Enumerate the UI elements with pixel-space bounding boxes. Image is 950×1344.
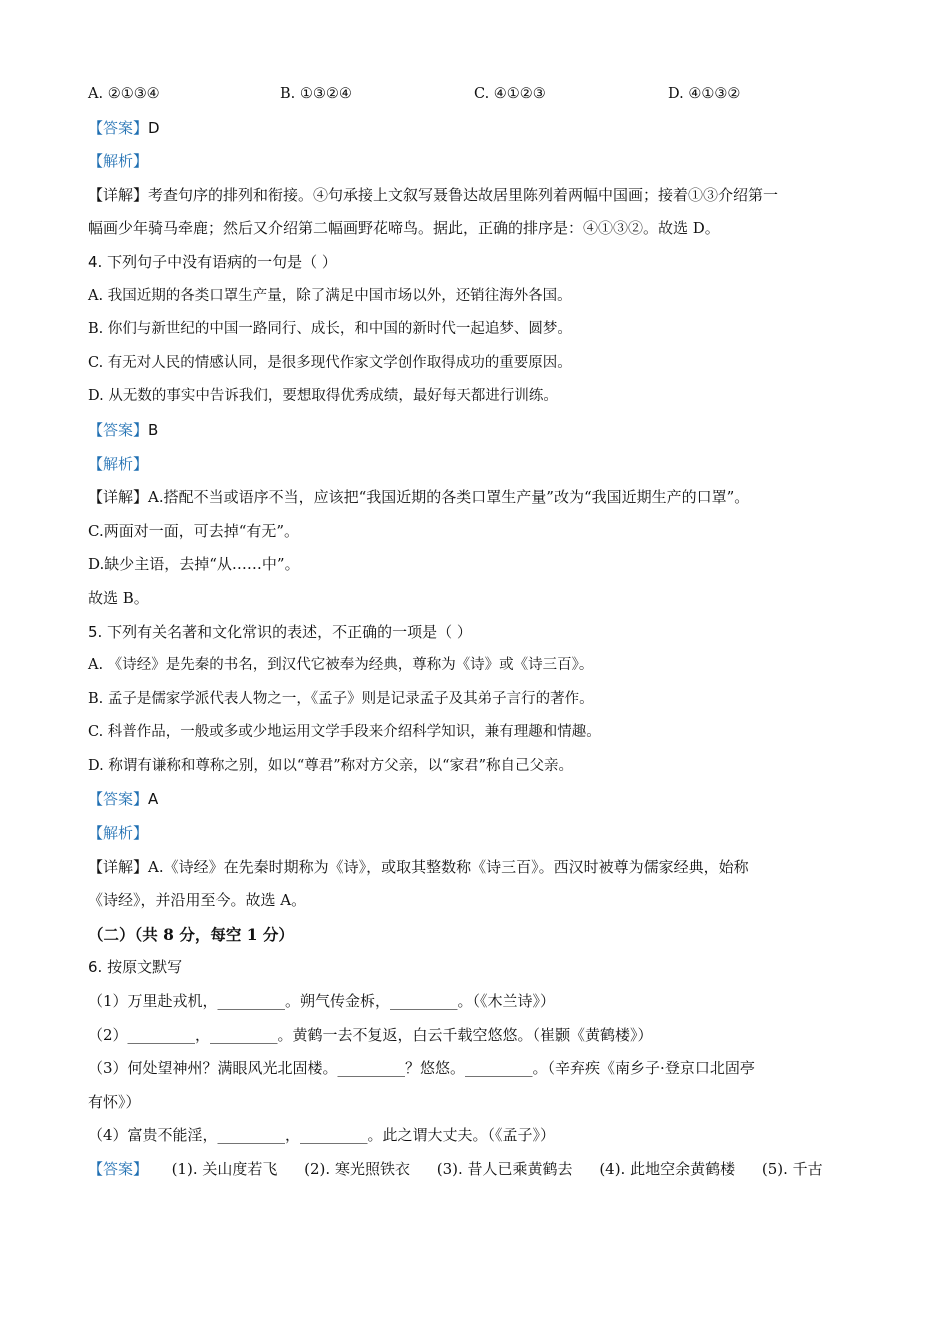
q3-analysis <box>88 145 868 179</box>
q6-stem: 6. 按原文默写 <box>88 958 183 977</box>
q5-stem: 5. 下列有关名著和文化常识的表述，不正确的一项是（ ） <box>88 622 472 641</box>
q4-detail <box>88 481 868 515</box>
document-page <box>88 78 868 1187</box>
analysis-label: 【解析】 <box>88 454 149 473</box>
q4-answer <box>88 414 868 448</box>
answer-label: 【答案】 <box>88 790 149 809</box>
q4-answer-value: B <box>148 420 159 439</box>
q6-answer-5: (5). 千古 <box>761 1160 823 1178</box>
q5-option-d: D. 称谓有谦称和尊称之别，如以“尊君”称对方父亲，以“家君”称自己父亲。 <box>88 757 573 774</box>
q6-answer-3: (3). 昔人已乘黄鹤去 <box>436 1160 573 1178</box>
q3-option-b: B. ①③②④ <box>280 86 352 102</box>
analysis-label: 【解析】 <box>88 824 149 843</box>
q3-detail-line1: 考查句序的排列和衔接。④句承接上文叙写聂鲁达故居里陈列着两幅中国画；接着①③介绍第一 <box>148 185 779 204</box>
q3-answer-value: D <box>148 118 160 137</box>
q4-detail-line3: D.缺少主语，去掉“从……中”。 <box>88 555 300 574</box>
q4-option-b: B. 你们与新世纪的中国一路同行、成长，和中国的新时代一起追梦、圆梦。 <box>88 321 572 338</box>
q6-answer-4: (4). 此地空余黄鹤楼 <box>599 1160 736 1178</box>
q3-options-row <box>88 78 868 112</box>
q3-detail-line2: 幅画少年骑马牵鹿；然后又介绍第二幅画野花啼鸟。据此，正确的排序是：④①③②。故选 D。 <box>88 219 720 238</box>
detail-label: 【详解】 <box>88 857 149 876</box>
answer-label: 【答案】 <box>88 118 149 137</box>
q6-line-2: （2）_________，_________。黄鹤一去不复返，白云千载空悠悠。（崔颢《黄鹤楼》） <box>88 1025 653 1044</box>
q3-option-a: A. ②①③④ <box>88 86 160 102</box>
section-title: （二）（共 8 分，每空 1 分） <box>88 924 294 944</box>
q6-answer-2: (2). 寒光照铁衣 <box>304 1160 410 1178</box>
q5-answer-value: A <box>148 790 159 809</box>
q5-detail-line1: A.《诗经》在先秦时期称为《诗》，或取其整数称《诗三百》。西汉时被尊为儒家经典，始称 <box>148 857 749 876</box>
detail-label: 【详解】 <box>88 185 149 204</box>
q6-line-1: （1）万里赴戎机，_________。朔气传金柝，_________。（《木兰诗》） <box>88 992 556 1011</box>
q6-line-3-cont: 有怀》） <box>88 1092 141 1111</box>
q6-answers <box>88 1153 868 1187</box>
q5-analysis <box>88 817 868 851</box>
q4-option-a: A. 我国近期的各类口罩生产量，除了满足中国市场以外，还销往海外各国。 <box>88 287 572 304</box>
analysis-label: 【解析】 <box>88 152 149 171</box>
q3-answer <box>88 112 868 146</box>
answer-label: 【答案】 <box>88 1160 149 1178</box>
q4-detail-line4: 故选 B。 <box>88 588 149 607</box>
q4-detail-line1: A.搭配不当或语序不当，应该把“我国近期的各类口罩生产量”改为“我国近期生产的口罩”。 <box>148 488 750 507</box>
q3-option-c: C. ④①②③ <box>474 86 546 102</box>
q5-detail <box>88 851 868 885</box>
q4-detail-line2: C.两面对一面，可去掉“有无”。 <box>88 521 300 540</box>
q3-option-d: D. ④①③② <box>668 86 741 102</box>
q4-option-c: C. 有无对人民的情感认同，是很多现代作家文学创作取得成功的重要原因。 <box>88 354 572 371</box>
detail-label: 【详解】 <box>88 488 149 507</box>
q6-line-3: （3）何处望神州？满眼风光北固楼。_________？悠悠。_________。（辛弃疾《南乡子·登京口北固亭 <box>88 1059 755 1078</box>
q5-answer <box>88 783 868 817</box>
q6-line-4: （4）富贵不能淫，_________，_________。此之谓大丈夫。（《孟子》） <box>88 1126 556 1145</box>
q5-option-b: B. 孟子是儒家学派代表人物之一，《孟子》则是记录孟子及其弟子言行的著作。 <box>88 690 594 707</box>
q5-option-c: C. 科普作品，一般或多或少地运用文学手段来介绍科学知识，兼有理趣和情趣。 <box>88 724 601 741</box>
q4-stem: 4. 下列句子中没有语病的一句是（ ） <box>88 252 337 271</box>
q6-answer-1: (1). 关山度若飞 <box>171 1160 278 1178</box>
q5-detail-line2: 《诗经》，并沿用至今。故选 A。 <box>88 891 307 910</box>
q3-detail <box>88 179 868 213</box>
q3-detail-cont <box>88 212 868 246</box>
q5-option-a: A. 《诗经》是先秦的书名，到汉代它被奉为经典，尊称为《诗》或《诗三百》。 <box>88 657 594 674</box>
answer-label: 【答案】 <box>88 420 149 439</box>
q4-analysis <box>88 448 868 482</box>
q4-option-d: D. 从无数的事实中告诉我们，要想取得优秀成绩，最好每天都进行训练。 <box>88 388 558 405</box>
